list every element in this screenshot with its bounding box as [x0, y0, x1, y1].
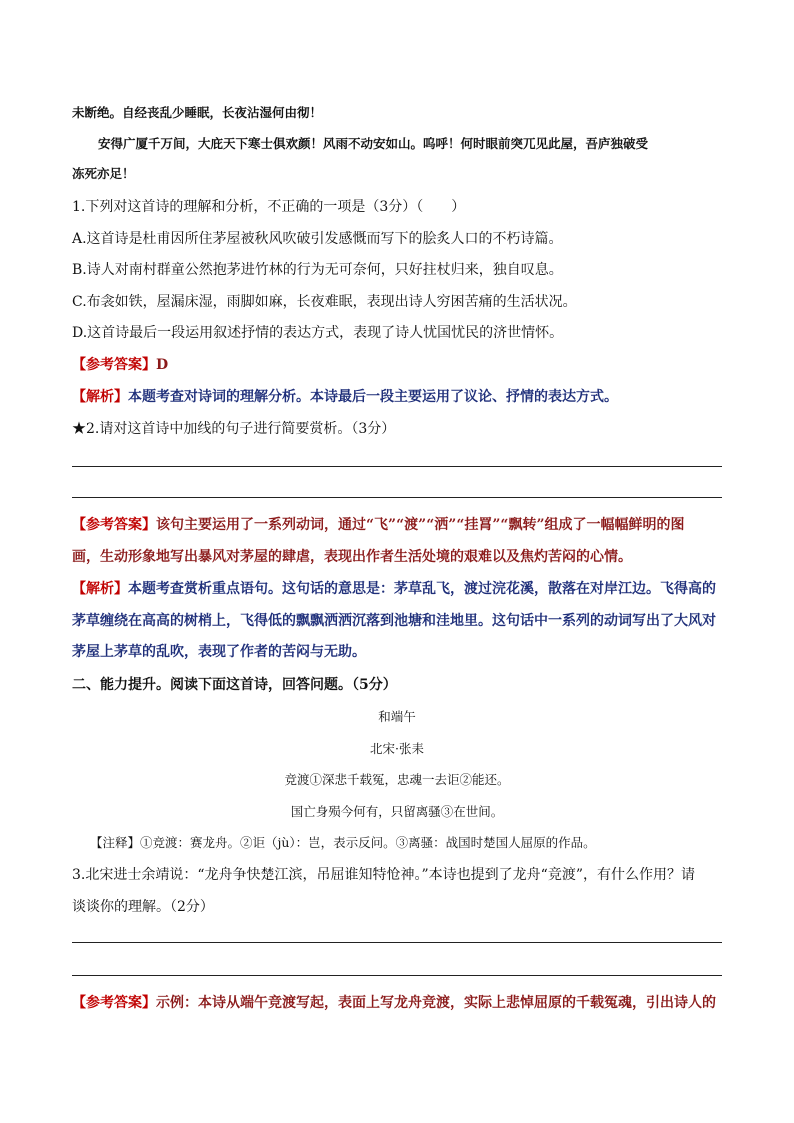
- q2-analysis-line-1: [72, 580, 722, 598]
- q2-stem: ★2.请对这首诗中加线的句子进行简要赏析。（3分）: [72, 421, 396, 437]
- poem-notes: 【注释】①竞渡：赛龙舟。②讵（jù）：岂，表示反问。③离骚：战国时楚国人屈原的作品。: [90, 835, 596, 850]
- poem-verse-2: 国亡身殒今何有，只留离骚③在世间。: [290, 804, 504, 819]
- answer-line: [72, 497, 722, 498]
- answer-label: 【参考答案】: [72, 357, 156, 373]
- analysis-label: 【解析】: [72, 581, 128, 597]
- answer-line: [72, 466, 722, 467]
- poem-author: 北宋·张耒: [370, 741, 424, 756]
- poem-verse-1: 竞渡①深悲千载冤，忠魂一去讵②能还。: [284, 772, 510, 787]
- q2-answer-line-1: [72, 516, 722, 534]
- poem-line-1: 未断绝。自经丧乱少睡眠，长夜沾湿何由彻！: [72, 105, 323, 120]
- q2-answer-line-2: 画，生动形象地写出暴风对茅屋的肆虐，表现出作者生活处境的艰难以及焦灼苦闷的心情。: [72, 549, 632, 565]
- answer-text: D: [156, 357, 169, 373]
- q3-stem-line-1: 3.北宋进士余靖说：“龙舟争快楚江滨，吊屈谁知特怆神。”本诗也提到了龙舟“竞渡”，有什么作用？请: [72, 867, 695, 883]
- answer-label: 【参考答案】: [72, 995, 156, 1011]
- q2-analysis-line-3: 茅屋上茅草的乱吹，表现了作者的苦闷与无助。: [72, 644, 366, 660]
- q1-stem: 1.下列对这首诗的理解和分析，不正确的一项是（3分）（ ）: [72, 199, 466, 215]
- analysis-text: 本题考查对诗词的理解分析。本诗最后一段主要运用了议论、抒情的表达方式。: [128, 389, 618, 405]
- q1-option-c: C.布衾如铁，屋漏床湿，雨脚如麻，长夜难眠，表现出诗人穷困苦痛的生活状况。: [72, 294, 577, 310]
- answer-line: [72, 942, 722, 943]
- analysis-label: 【解析】: [72, 389, 128, 405]
- analysis-text: 本题考查赏析重点语句。这句话的意思是：茅草乱飞，渡过浣花溪，散落在对岸江边。飞得高的: [128, 581, 716, 597]
- poem-line-2: 安得广厦千万间，大庇天下寒士俱欢颜！风雨不动安如山。呜呼！何时眼前突兀见此屋，吾庐独破受: [98, 136, 649, 151]
- answer-text: 示例：本诗从端午竞渡写起，表面上写龙舟竞渡，实际上悲悼屈原的千载冤魂，引出诗人的: [156, 995, 716, 1011]
- q3-stem-line-2: 谈谈你的理解。（2分）: [72, 899, 214, 915]
- q1-option-d: D.这首诗最后一段运用叙述抒情的表达方式，表现了诗人忧国忧民的济世情怀。: [72, 325, 564, 341]
- q1-answer: [72, 356, 722, 374]
- q1-analysis: [72, 388, 722, 406]
- section-2-heading: 二、能力提升。阅读下面这首诗，回答问题。（5分）: [72, 677, 397, 693]
- q3-answer: [72, 994, 722, 1012]
- poem-line-3: 冻死亦足！: [72, 166, 135, 181]
- answer-text: 该句主要运用了一系列动词，通过“飞”“渡”“洒”“挂罥”“飘转”组成了一幅幅鲜明的图: [156, 517, 685, 533]
- q1-option-b: B.诗人对南村群童公然抱茅进竹林的行为无可奈何，只好拄杖归来，独自叹息。: [72, 262, 563, 278]
- answer-line: [72, 975, 722, 976]
- answer-label: 【参考答案】: [72, 517, 156, 533]
- q2-analysis-line-2: 茅草缠绕在高高的树梢上，飞得低的飘飘洒洒沉落到池塘和洼地里。这句话中一系列的动词写出了大风对: [72, 613, 716, 629]
- q1-option-a: A.这首诗是杜甫因所住茅屋被秋风吹破引发感慨而写下的脍炙人口的不朽诗篇。: [72, 231, 563, 247]
- poem-title: 和端午: [378, 709, 416, 724]
